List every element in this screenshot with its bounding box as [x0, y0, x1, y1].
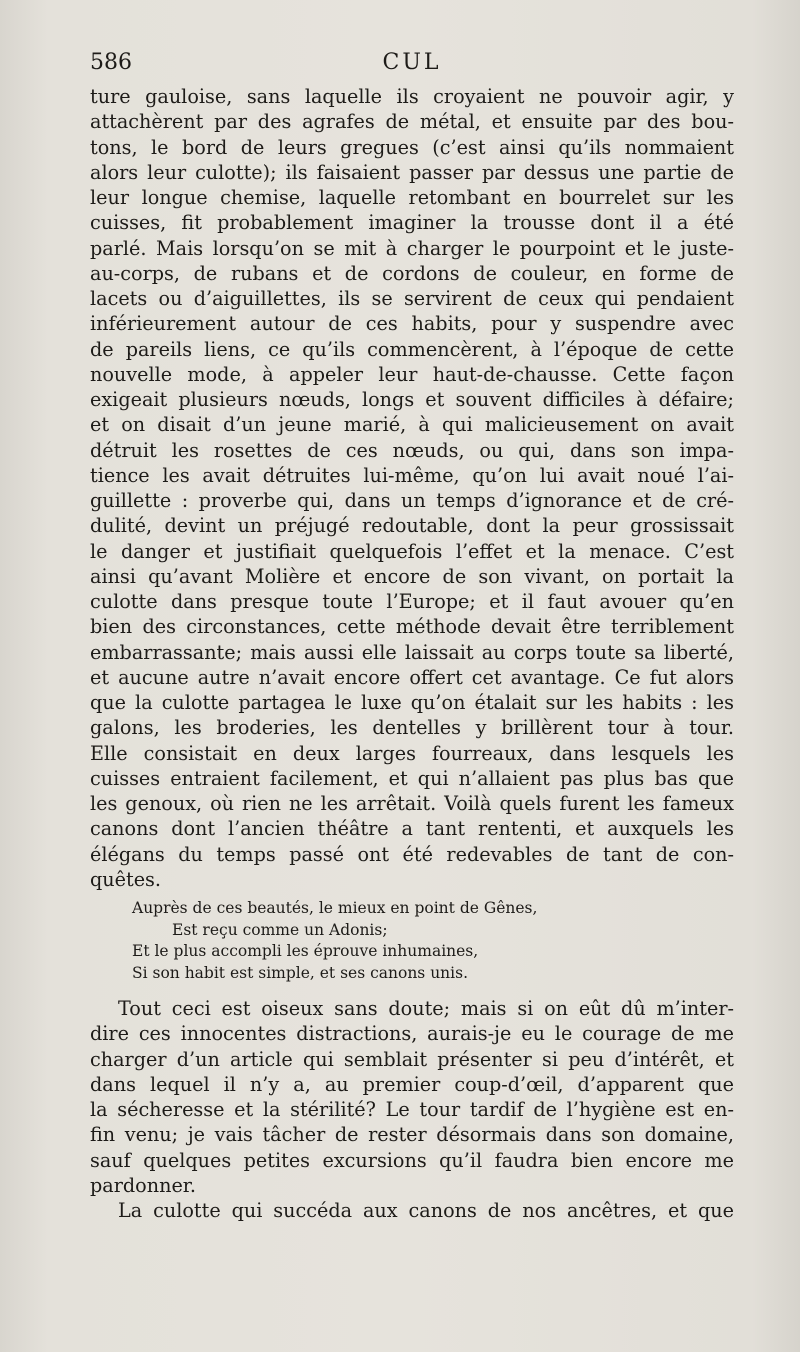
- text-line: Elle consistait en deux larges fourreaux, dans lesquels les: [90, 741, 734, 765]
- paragraph-2: [90, 996, 734, 1223]
- text-line: fin venu; je vais tâcher de rester désormais dans son domaine,: [90, 1123, 734, 1147]
- text-line: sauf quelques petites excursions qu’il faudra bien encore me: [90, 1148, 734, 1172]
- text-line: lacets ou d’aiguillettes, ils se servirent de ceux qui pendaient: [90, 287, 734, 310]
- text-line: tience les avait détruites lui-même, qu’on lui avait noué l’ai-: [90, 463, 734, 487]
- verse-line: Auprès de ces beautés, le mieux en point de Gênes,: [132, 899, 538, 917]
- text-line: détruit les rosettes de ces nœuds, ou qui, dans son impa-: [90, 438, 734, 462]
- text-line: galons, les broderies, les dentelles y brillèrent tour à tour.: [90, 716, 734, 740]
- text-line: et aucune autre n’avait encore offert cet avantage. Ce fut alors: [90, 665, 734, 689]
- text-line: pardonner.: [90, 1173, 196, 1197]
- text-line: le danger et justifiait quelquefois l’effet et la menace. C’est: [90, 539, 734, 563]
- text-line: inférieurement autour de ces habits, pour y suspendre avec: [90, 312, 734, 336]
- text-line: exigeait plusieurs nœuds, longs et souvent difficiles à défaire;: [90, 388, 734, 411]
- verse-line: Et le plus accompli les éprouve inhumaines,: [132, 942, 479, 960]
- verse-line: Est reçu comme un Adonis;: [172, 920, 388, 939]
- text-line: que la culotte partagea le luxe qu’on étalait sur les habits : les: [90, 691, 734, 714]
- text-line: élégans du temps passé ont été redevables de tant de con-: [90, 842, 734, 866]
- running-head: CUL: [382, 50, 442, 75]
- text-line: cuisses entraient facilement, et qui n’allaient pas plus bas que: [90, 766, 734, 790]
- paragraph-1: [90, 84, 734, 892]
- text-line: dire ces innocentes distractions, aurais-je eu le courage de me: [90, 1022, 734, 1046]
- text-line: charger d’un article qui semblait présenter si peu d’intérêt, et: [90, 1047, 734, 1071]
- text-line: les genoux, où rien ne les arrêtait. Voilà quels furent les fameux: [90, 792, 734, 815]
- text-line: ainsi qu’avant Molière et encore de son vivant, on portait la: [90, 564, 734, 588]
- text-line: cuisses, fit probablement imaginer la trousse dont il a été: [90, 211, 734, 235]
- text-line: La culotte qui succéda aux canons de nos ancêtres, et que: [118, 1199, 734, 1222]
- text-line: ture gauloise, sans laquelle ils croyaient ne pouvoir agir, y: [90, 85, 734, 108]
- text-line: dans lequel il n’y a, au premier coup-d’œil, d’apparent que: [90, 1072, 734, 1096]
- text-line: Tout ceci est oiseux sans doute; mais si on eût dû m’inter-: [118, 997, 734, 1020]
- text-line: alors leur culotte); ils faisaient passer par dessus une partie de: [90, 160, 734, 184]
- text-line: parlé. Mais lorsqu’on se mit à charger le pourpoint et le juste-: [90, 236, 734, 260]
- text-line: guillette : proverbe qui, dans un temps d’ignorance et de cré-: [90, 489, 734, 512]
- text-line: embarrassante; mais aussi elle laissait au corps toute sa liberté,: [90, 640, 734, 664]
- verse-line: Si son habit est simple, et ses canons unis.: [132, 963, 468, 982]
- text-line: canons dont l’ancien théâtre a tant rententi, et auxquels les: [90, 817, 734, 841]
- text-line: la sécheresse et la stérilité? Le tour tardif de l’hygiène est en-: [90, 1098, 734, 1121]
- text-line: nouvelle mode, à appeler leur haut-de-chausse. Cette façon: [90, 362, 734, 386]
- text-line: et on disait d’un jeune marié, à qui malicieusement on avait: [90, 413, 734, 437]
- page-number: 586: [90, 50, 132, 75]
- text-line: de pareils liens, ce qu’ils commencèrent, à l’époque de cette: [90, 337, 734, 361]
- text-line: tons, le bord de leurs gregues (c’est ainsi qu’ils nommaient: [90, 135, 734, 159]
- text-line: dulité, devint un préjugé redoutable, dont la peur grossissait: [90, 514, 734, 538]
- text-line: culotte dans presque toute l’Europe; et il faut avouer qu’en: [90, 590, 734, 613]
- text-line: attachèrent par des agrafes de métal, et ensuite par des bou-: [90, 110, 734, 134]
- text-line: bien des circonstances, cette méthode devait être terriblement: [90, 615, 734, 639]
- text-line: leur longue chemise, laquelle retombant en bourrelet sur les: [90, 186, 734, 209]
- text-line: au-corps, de rubans et de cordons de couleur, en forme de: [90, 261, 734, 285]
- text-line: quêtes.: [90, 867, 162, 891]
- verse-quotation: [132, 898, 552, 984]
- page-header: [90, 48, 734, 82]
